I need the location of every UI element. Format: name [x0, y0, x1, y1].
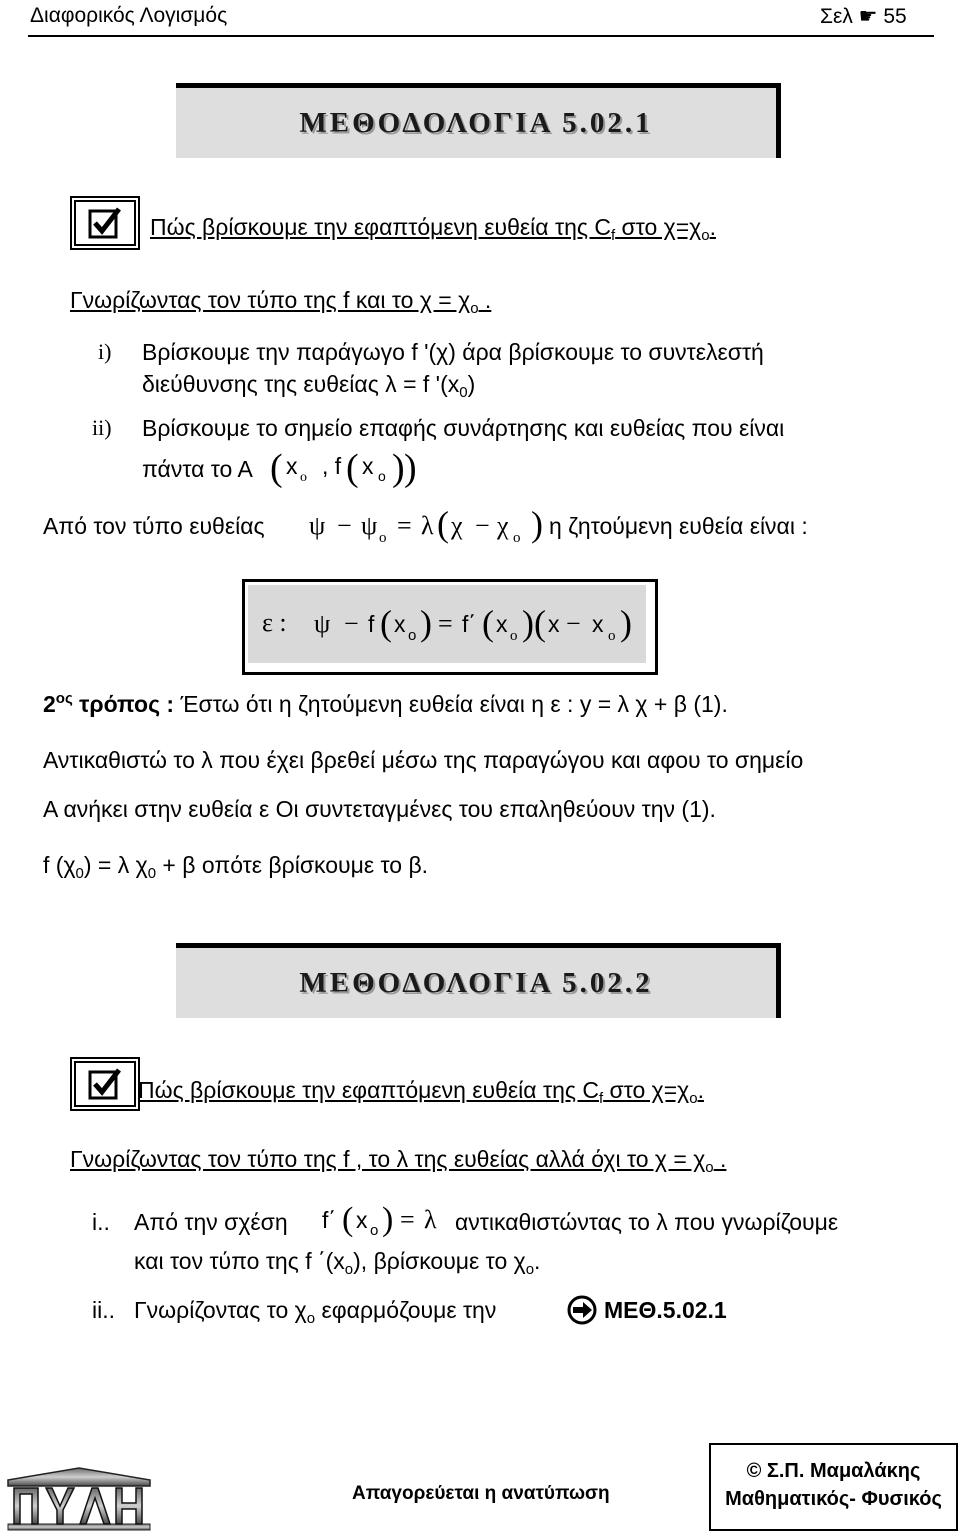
svg-text:(: ( [270, 447, 283, 489]
svg-text:x: x [362, 453, 374, 479]
svg-text:x: x [496, 611, 508, 637]
paragraph-line-2: Α ανήκει στην ευθεία ε Οι συντεταγμένες του επαληθεύουν την (1). [43, 796, 716, 822]
svg-text:−: − [344, 609, 359, 638]
svg-text:ο: ο [513, 530, 521, 546]
svg-text:χ: χ [451, 511, 463, 540]
svg-text:χ: χ [497, 511, 509, 540]
svg-text:ψ: ψ [361, 511, 378, 540]
svg-text:−: − [475, 511, 490, 540]
line-equation-formula [305, 500, 555, 550]
svg-text:(: ( [437, 504, 449, 544]
svg-text:ο: ο [300, 470, 307, 485]
checkbox-icon [70, 1057, 140, 1111]
step2-i-prefix: Από την σχέση [134, 1209, 288, 1235]
checkbox-icon [70, 196, 140, 250]
svg-text:, f: , f [322, 453, 342, 479]
svg-text:): ) [392, 447, 405, 489]
svg-text:f΄: f΄ [322, 1207, 337, 1233]
svg-text:x: x [592, 611, 604, 637]
tangent-equation-formula [310, 600, 640, 650]
svg-text:o: o [370, 1222, 379, 1239]
step2-label-ii: ii.. [92, 1297, 115, 1323]
svg-text:): ) [420, 603, 432, 643]
svg-text:ο: ο [608, 628, 616, 644]
svg-text:f΄: f΄ [462, 611, 477, 637]
step2-ii-text: Γνωρίζοντας το $\chi_o$ εφαρμόζουμε την [134, 1297, 497, 1327]
svg-text:x: x [394, 611, 406, 637]
author-box [709, 1443, 958, 1531]
second-method-intro: $2^{o\varsigma}$ τρόπος : Έστω ότι η ζητούμενη ευθεία είναι η ε : y = λ χ + β (1). [43, 690, 728, 717]
author-role: Μαθηματικός- Φυσικός [725, 1488, 942, 1510]
step-label-i: i) [98, 339, 112, 364]
svg-text:=: = [438, 609, 453, 638]
svg-text:): ) [382, 1201, 394, 1238]
svg-text:x: x [356, 1207, 368, 1233]
method-title-1: ΜΕΘΟΔΟΛΟΓΙΑ 5.02.1 [299, 106, 653, 139]
page-number: Σελ ☛ 55 [820, 5, 907, 28]
svg-text:f: f [368, 611, 375, 637]
step-ii-line-1: Βρίσκουμε το σημείο επαφής συνάρτησης και ευθείας που είναι [142, 415, 785, 441]
svg-text:(: ( [342, 1201, 354, 1238]
point-a-formula [270, 443, 430, 493]
method-banner-1 [176, 83, 781, 158]
equation-label: ε : [262, 608, 287, 637]
paragraph-line-1: Αντικαθιστώ το λ που έχει βρεθεί μέσω της παραγώγου και αφου το σημείο [43, 747, 804, 773]
svg-text:o: o [378, 468, 386, 484]
method-title-2: ΜΕΘΟΔΟΛΟΓΙΑ 5.02.2 [299, 966, 653, 999]
svg-text:λ: λ [424, 1205, 437, 1234]
svg-text:(: ( [534, 603, 546, 643]
author-name: © Σ.Π. Μαμαλάκης [746, 1460, 921, 1482]
svg-text:ο: ο [510, 628, 518, 644]
svg-text:ψ: ψ [309, 511, 326, 540]
step-i-line-2: διεύθυνσης της ευθείας λ = f '$(x_0)$ [142, 371, 476, 401]
step-i-line-1: Βρίσκουμε την παράγωγο f '(χ) άρα βρίσκουμε το συντελεστή [142, 339, 764, 365]
svg-text:λ: λ [421, 511, 434, 540]
method-reference-link: ΜΕΘ.5.02.1 [604, 1297, 727, 1323]
svg-text:): ) [522, 603, 534, 643]
svg-text:x: x [548, 611, 560, 637]
svg-text:(: ( [346, 447, 359, 489]
svg-text:ψ: ψ [314, 609, 331, 638]
svg-text:o: o [408, 627, 417, 644]
document-title: Διαφορικός Λογισμός [30, 4, 228, 27]
svg-text:=: = [397, 511, 412, 540]
svg-text:−: − [337, 511, 352, 540]
svg-text:(: ( [482, 603, 494, 643]
svg-text:): ) [531, 504, 543, 544]
copyright-notice: Απαγορεύεται η ανατύπωση [352, 1483, 610, 1504]
question-heading-2: Πώς βρίσκουμε την εφαπτόμενη ευθεία της $C_f$ στο $\chi=\chi_o$. [138, 1077, 704, 1107]
known-data-1: Γνωρίζωντας τον τύπο της f και το $\chi = \chi_o$ . [70, 287, 492, 317]
svg-text:): ) [404, 447, 417, 489]
method-banner-2 [176, 943, 781, 1018]
svg-text:−: − [566, 609, 581, 638]
svg-text:): ) [620, 603, 632, 643]
pyli-logo-icon [4, 1466, 154, 1532]
known-data-2: Γνωρίζωντας τον τύπο της f , το λ της ευθείας αλλά όχι το $\chi = \chi_o$ . [70, 1146, 727, 1176]
paragraph-line-3: f $(\chi_0) = \lambda$ $\chi_0 + \beta$ οπότε βρίσκουμε το β. [43, 852, 429, 882]
step2-label-i: i.. [92, 1209, 110, 1235]
question-heading-1: Πώς βρίσκουμε την εφαπτόμενη ευθεία της $C_f$ στο $\chi=\chi_o$. [150, 214, 716, 244]
arrow-icon [566, 1294, 598, 1326]
header-divider [28, 35, 934, 37]
svg-text:x: x [286, 453, 298, 479]
derivative-condition-formula [320, 1196, 450, 1242]
step-label-ii: ii) [92, 415, 112, 440]
formula-suffix: η ζητούμενη ευθεία είναι : [549, 513, 808, 539]
step-ii-line-2: πάντα το Α [142, 456, 253, 482]
svg-text:(: ( [380, 603, 392, 643]
formula-prefix: Από τον τύπο ευθείας [43, 513, 265, 539]
svg-text:=: = [400, 1205, 415, 1234]
step2-i-line-2: και τον τύπο της f $΄(x_o)$, βρίσκουμε το $\chi_o$. [134, 1248, 541, 1278]
step2-i-suffix: αντικαθιστώντας το λ που γνωρίζουμε [455, 1209, 839, 1235]
svg-text:ο: ο [379, 530, 387, 546]
